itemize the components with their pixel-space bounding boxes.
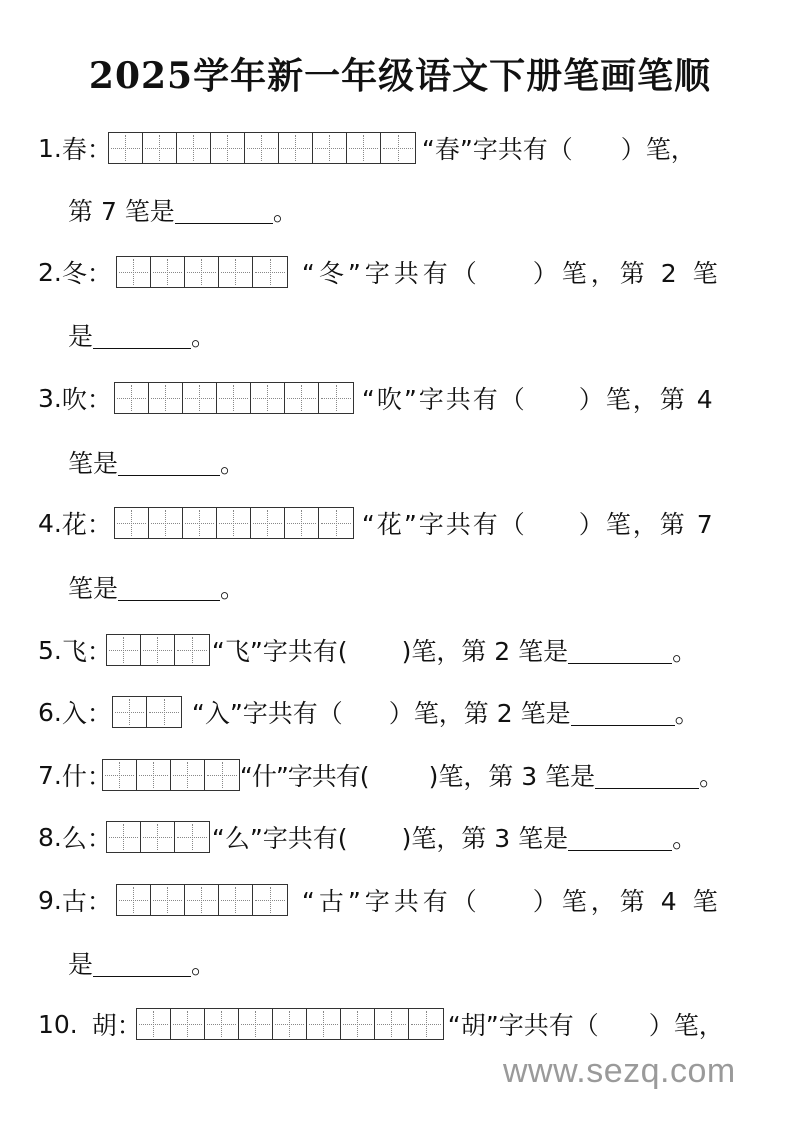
question-char: 么 [61,824,87,853]
stroke-grid[interactable] [106,821,210,853]
question-char: 古 [61,887,87,916]
colon: ： [86,637,112,666]
grid-cell[interactable] [137,1009,171,1039]
grid-cell[interactable] [273,1009,307,1039]
grid-cell[interactable] [319,383,353,413]
question-2-continued [68,315,216,355]
grid-cell[interactable] [171,1009,205,1039]
answer-blank[interactable] [118,449,220,476]
question-1 [38,128,696,168]
grid-cell[interactable] [341,1009,375,1039]
grid-cell[interactable] [185,257,219,287]
question-1-continued [68,190,298,230]
grid-cell[interactable] [409,1009,443,1039]
grid-cell[interactable] [285,383,319,413]
grid-cell[interactable] [217,383,251,413]
question-number: 1. [38,133,62,163]
grid-cell[interactable] [205,1009,239,1039]
question-number: 7. [38,760,62,790]
grid-cell[interactable] [319,508,353,538]
period: 。 [191,322,217,351]
question-text-2: ）笔，第 4 笔 [532,887,722,916]
grid-cell[interactable] [147,697,181,727]
question-3 [38,378,715,418]
grid-cell[interactable] [183,508,217,538]
grid-cell[interactable] [217,508,251,538]
question-char: 飞 [61,637,87,666]
question-cont-text: 是 [68,322,94,351]
question-text-2: ）笔，第 4 [578,385,715,414]
question-number: 4. [38,508,62,538]
grid-cell[interactable] [375,1009,409,1039]
grid-cell[interactable] [151,885,185,915]
stroke-grid[interactable] [114,382,354,414]
grid-cell[interactable] [313,133,347,163]
grid-cell[interactable] [279,133,313,163]
period: 。 [674,699,700,728]
grid-cell[interactable] [149,383,183,413]
grid-cell[interactable] [175,822,209,852]
colon: ： [86,385,112,414]
question-5 [38,630,697,670]
grid-cell[interactable] [183,383,217,413]
question-char: 入 [61,699,87,728]
question-char: 吹 [61,385,87,414]
period: 。 [272,197,298,226]
question-cont-text: 笔是 [68,449,119,478]
grid-cell[interactable] [251,508,285,538]
period: 。 [672,824,698,853]
question-char: 冬 [61,259,87,288]
question-10 [38,1004,724,1044]
question-text-2: ）笔，第 2 笔是 [388,699,571,728]
question-2 [38,252,722,292]
grid-cell[interactable] [115,383,149,413]
colon: ： [116,1011,142,1040]
colon: ： [86,510,112,539]
grid-cell[interactable] [219,885,253,915]
answer-blank[interactable] [568,637,672,664]
page-title: 2025学年新一年级语文下册笔画笔顺 [88,55,712,97]
grid-cell[interactable] [253,885,287,915]
question-4 [38,503,715,543]
question-text: “春”字共有（ [421,135,573,164]
grid-cell[interactable] [185,885,219,915]
grid-cell[interactable] [143,133,177,163]
period: 。 [191,950,217,979]
answer-blank[interactable] [568,824,672,851]
question-text-2: ）笔， [648,1011,724,1040]
grid-cell[interactable] [103,760,137,790]
period: 。 [220,449,246,478]
question-6 [38,692,700,732]
question-cont-text: 第 7 笔是 [68,197,175,226]
question-text-2: )笔，第 3 笔是 [428,762,596,791]
question-4-continued [68,567,245,607]
grid-cell[interactable] [151,257,185,287]
stroke-grid[interactable] [106,634,210,666]
grid-cell[interactable] [219,257,253,287]
grid-cell[interactable] [117,885,151,915]
grid-cell[interactable] [253,257,287,287]
question-text: “胡”字共有（ [447,1011,599,1040]
grid-cell[interactable] [285,508,319,538]
grid-cell[interactable] [347,133,381,163]
grid-cell[interactable] [171,760,205,790]
grid-cell[interactable] [141,822,175,852]
grid-cell[interactable] [107,635,141,665]
question-text: “花”字共有（ [361,510,527,539]
question-text: “入”字共有（ [191,699,343,728]
grid-cell[interactable] [307,1009,341,1039]
question-9 [38,880,722,920]
stroke-grid[interactable] [116,256,288,288]
question-number: 3. [38,383,62,413]
grid-cell[interactable] [251,383,285,413]
question-char: 花 [61,510,87,539]
answer-blank[interactable] [595,762,699,789]
question-3-continued [68,442,245,482]
question-text-2: )笔，第 2 笔是 [401,637,569,666]
stroke-grid[interactable] [116,884,288,916]
question-cont-text: 笔是 [68,574,119,603]
question-number: 8. [38,822,62,852]
grid-cell[interactable] [109,133,143,163]
question-text-2: ）笔，第 2 笔 [532,259,722,288]
question-number: 9. [38,885,62,915]
grid-cell[interactable] [381,133,415,163]
answer-blank[interactable] [93,322,191,349]
stroke-grid[interactable] [102,759,240,791]
grid-cell[interactable] [107,822,141,852]
grid-cell[interactable] [149,508,183,538]
question-text-2: ）笔，第 7 [578,510,715,539]
question-8 [38,817,697,857]
colon: ： [86,887,112,916]
grid-cell[interactable] [115,508,149,538]
period: 。 [220,574,246,603]
colon: ： [86,259,112,288]
question-text: “冬”字共有（ [301,259,481,288]
question-text: “什”字共有( [239,762,369,791]
grid-cell[interactable] [177,133,211,163]
colon: ： [86,762,112,791]
answer-blank[interactable] [571,699,675,726]
colon: ： [86,824,112,853]
question-char: 春 [61,135,87,164]
question-text: “么”字共有( [211,824,348,853]
grid-cell[interactable] [113,697,147,727]
question-number: 6. [38,697,62,727]
question-7 [38,755,724,795]
colon: ： [86,135,112,164]
stroke-grid[interactable] [108,132,416,164]
stroke-grid[interactable] [136,1008,444,1040]
question-number: 2. [38,257,62,287]
question-number: 5. [38,635,62,665]
question-text-2: )笔，第 3 笔是 [401,824,569,853]
grid-cell[interactable] [117,257,151,287]
answer-blank[interactable] [118,574,220,601]
grid-cell[interactable] [137,760,171,790]
stroke-grid[interactable] [114,507,354,539]
question-number: 10. [38,1009,78,1039]
grid-cell[interactable] [175,635,209,665]
question-char: 胡 [91,1011,117,1040]
grid-cell[interactable] [245,133,279,163]
grid-cell[interactable] [205,760,239,790]
grid-cell[interactable] [211,133,245,163]
period: 。 [672,637,698,666]
colon: ： [86,699,112,728]
question-text: “吹”字共有（ [361,385,527,414]
grid-cell[interactable] [141,635,175,665]
answer-blank[interactable] [175,197,273,224]
question-char: 什 [61,762,87,791]
period: 。 [699,762,725,791]
stroke-grid[interactable] [112,696,182,728]
watermark: www.sezq.com [503,1052,736,1090]
answer-blank[interactable] [93,950,191,977]
grid-cell[interactable] [239,1009,273,1039]
question-text-2: ）笔， [620,135,696,164]
question-cont-text: 是 [68,950,94,979]
question-text: “古”字共有（ [301,887,481,916]
question-text: “飞”字共有( [211,637,348,666]
question-9-continued [68,943,216,983]
